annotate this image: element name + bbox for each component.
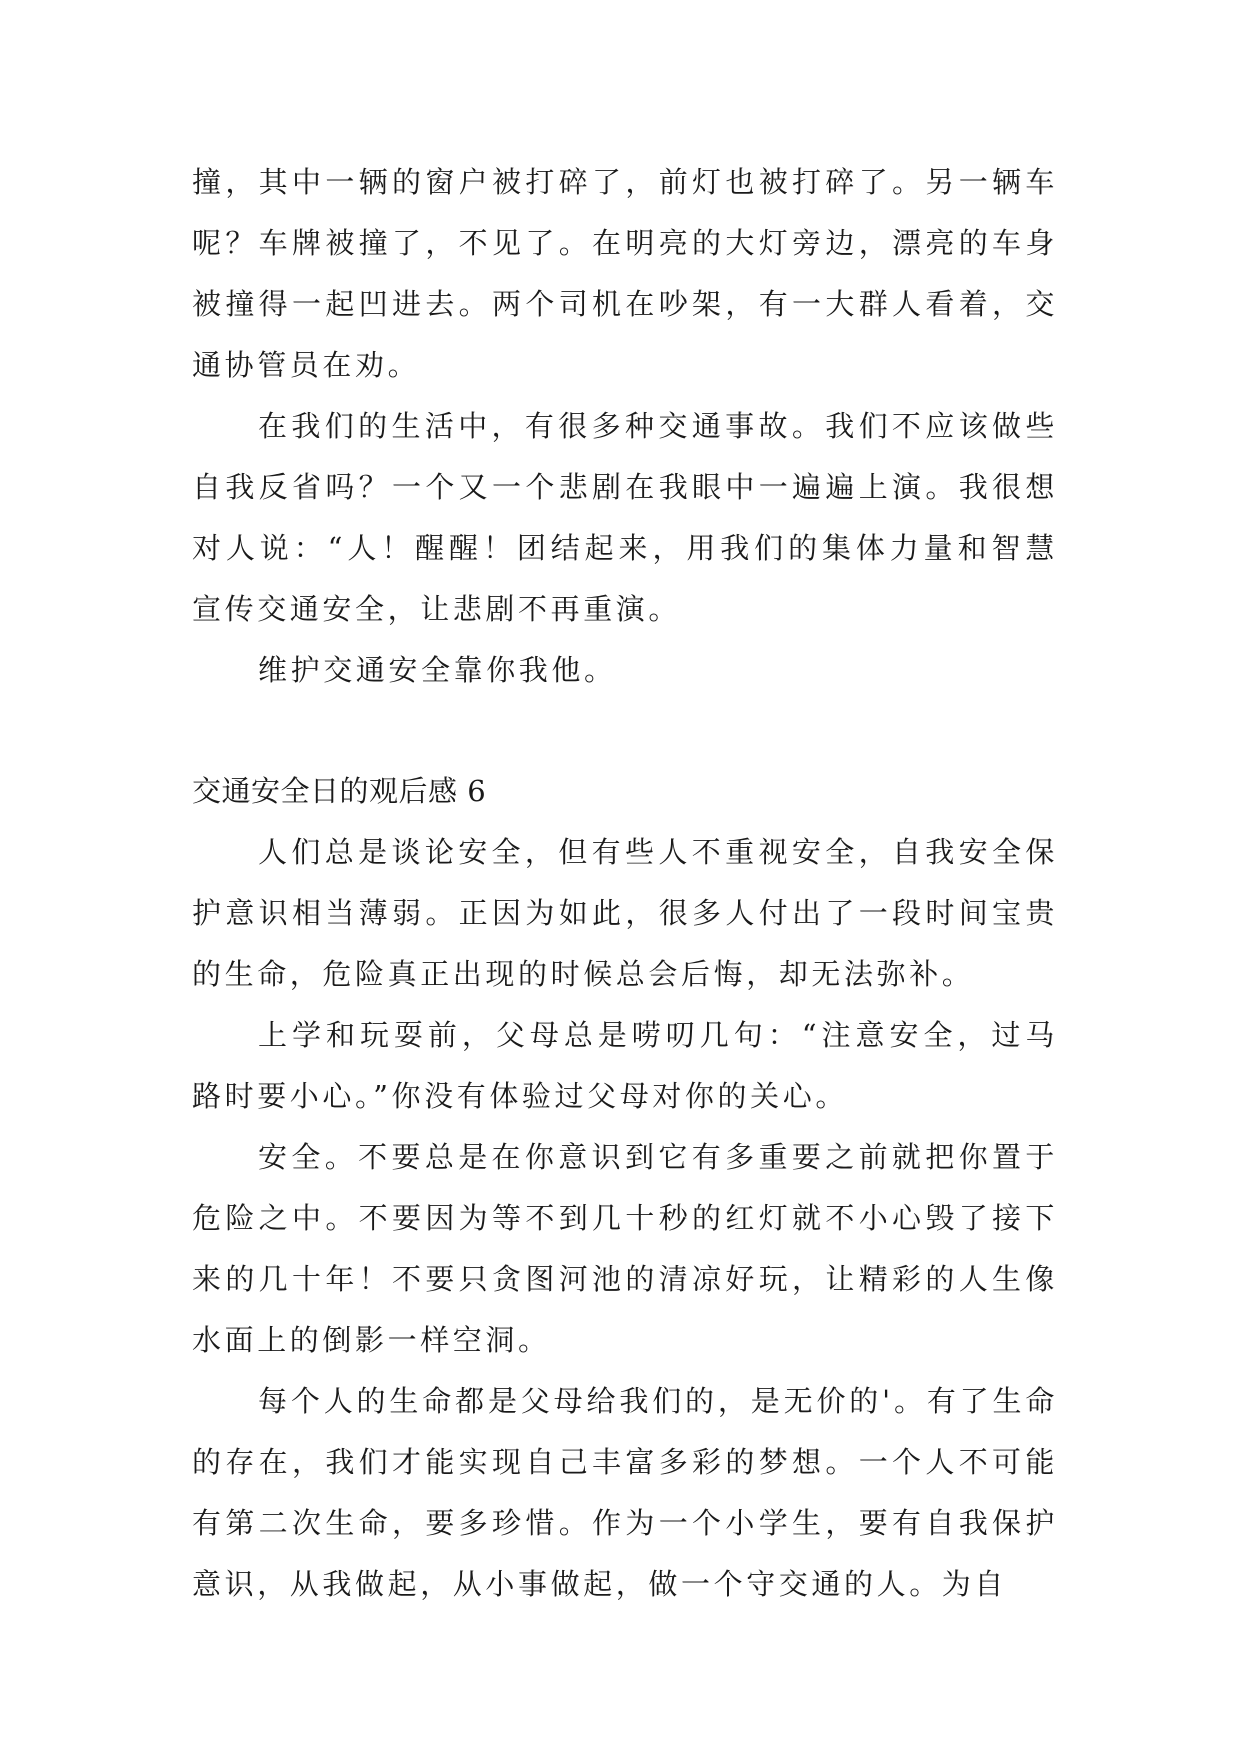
section-heading: 交通安全日的观后感 6	[192, 774, 487, 808]
section-gap	[192, 701, 1058, 761]
paragraph-accident-scene: 撞，其中一辆的窗户被打碎了，前灯也被打碎了。另一辆车呢？车牌被撞了，不见了。在明亮的大灯旁边，漂亮的车身被撞得一起凹进去。两个司机在吵架，有一大群人看着，交通协管员在劝。	[192, 165, 1058, 382]
paragraph-safety-awareness: 人们总是谈论安全，但有些人不重视安全，自我安全保护意识相当薄弱。正因为如此，很多人付出了一段时间宝贵的生命，危险真正出现的时候总会后悔，却无法弥补。	[192, 835, 1058, 991]
document-page	[192, 152, 1058, 1615]
paragraph-parents-reminder: 上学和玩耍前，父母总是唠叨几句：“注意安全，过马路时要小心。”你没有体验过父母对你的关心。	[192, 1018, 1058, 1113]
paragraph-reflection: 在我们的生活中，有很多种交通事故。我们不应该做些自我反省吗？一个又一个悲剧在我眼中一遍遍上演。我很想对人说：“人！醒醒！团结起来，用我们的集体力量和智慧宣传交通安全，让悲剧不再重演。	[192, 409, 1058, 626]
paragraph-danger-warning: 安全。不要总是在你意识到它有多重要之前就把你置于危险之中。不要因为等不到几十秒的红灯就不小心毁了接下来的几十年！不要只贪图河池的清凉好玩，让精彩的人生像水面上的倒影一样空洞。	[192, 1140, 1058, 1357]
paragraph-value-of-life: 每个人的生命都是父母给我们的，是无价的'。有了生命的存在，我们才能实现自己丰富多彩的梦想。一个人不可能有第二次生命，要多珍惜。作为一个小学生，要有自我保护意识，从我做起，从小事做起，做一个守交通的人。为自	[192, 1384, 1058, 1601]
paragraph-slogan: 维护交通安全靠你我他。	[258, 653, 617, 687]
